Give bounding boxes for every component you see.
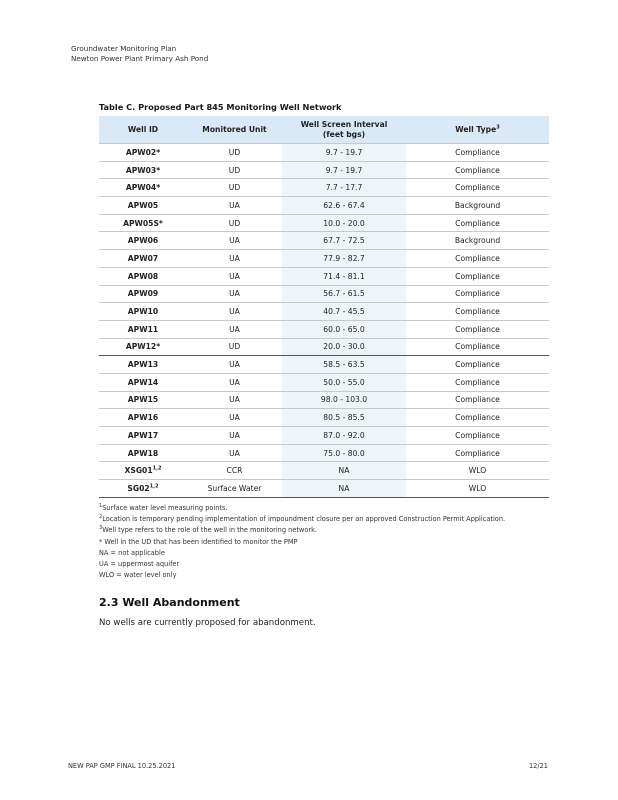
screen-interval-cell-text: 9.7 - 19.7 xyxy=(325,165,363,175)
table-note-marker: 3 xyxy=(99,525,103,532)
well-id-cell xyxy=(99,338,187,356)
screen-interval-cell xyxy=(282,338,406,356)
well-type-cell-text: Background xyxy=(454,200,501,210)
well-id-cell-text: APW03* xyxy=(125,165,161,175)
screen-interval-cell-text: 60.0 - 65.0 xyxy=(323,324,365,334)
well-type-cell xyxy=(406,214,549,232)
well-type-cell xyxy=(406,197,549,215)
table-note xyxy=(99,570,505,581)
monitored-unit-cell xyxy=(187,409,282,427)
table-note xyxy=(99,537,505,548)
table-row xyxy=(99,214,549,232)
monitored-unit-cell xyxy=(187,214,282,232)
well-type-cell xyxy=(406,232,549,250)
table-row xyxy=(99,161,549,179)
well-id-cell-text: APW12* xyxy=(125,342,161,352)
monitored-unit-cell-text: UA xyxy=(229,324,240,334)
well-type-cell xyxy=(406,356,549,374)
well-type-cell-text: Compliance xyxy=(455,395,500,405)
well-id-cell xyxy=(99,250,187,268)
well-type-cell-text: Compliance xyxy=(455,147,500,157)
table-row xyxy=(99,285,549,303)
table-row xyxy=(99,320,549,338)
well-type-cell xyxy=(406,161,549,179)
well-type-cell-text: Compliance xyxy=(455,413,500,423)
monitored-unit-cell-text: UA xyxy=(229,200,240,210)
well-id-cell-text: SG02 xyxy=(127,483,150,493)
well-type-cell xyxy=(406,427,549,445)
screen-interval-cell-text: 20.0 - 30.0 xyxy=(323,342,365,352)
well-type-cell xyxy=(406,267,549,285)
table-header-row xyxy=(99,116,549,144)
well-type-cell xyxy=(406,462,549,480)
well-id-cell-text: APW15 xyxy=(127,395,159,405)
well-id-cell xyxy=(99,285,187,303)
table-row xyxy=(99,373,549,391)
screen-interval-cell xyxy=(282,303,406,321)
table-note xyxy=(99,548,505,559)
screen-interval-cell-text: 7.7 - 17.7 xyxy=(325,183,363,193)
screen-interval-cell-text: 50.0 - 55.0 xyxy=(323,377,365,387)
well-id-cell xyxy=(99,267,187,285)
monitored-unit-cell-text: UA xyxy=(229,253,240,263)
table-note xyxy=(99,514,505,525)
well-id-cell xyxy=(99,197,187,215)
table-row xyxy=(99,250,549,268)
table-row xyxy=(99,197,549,215)
monitored-unit-cell-text: UA xyxy=(229,448,240,458)
column-header-monitored-unit: Monitored Unit xyxy=(187,116,282,144)
well-type-cell-text: Compliance xyxy=(455,360,500,370)
well-id-cell-text: APW18 xyxy=(127,448,159,458)
table-note xyxy=(99,559,505,570)
well-id-cell xyxy=(99,409,187,427)
table-note xyxy=(99,525,505,536)
well-type-cell-text: Compliance xyxy=(455,430,500,440)
well-id-cell-text: APW06 xyxy=(127,236,159,246)
well-type-cell-text: Compliance xyxy=(455,307,500,317)
monitored-unit-cell-text: UD xyxy=(228,183,241,193)
screen-interval-cell xyxy=(282,250,406,268)
screen-interval-cell xyxy=(282,285,406,303)
monitored-unit-cell xyxy=(187,391,282,409)
table-row xyxy=(99,409,549,427)
monitored-unit-cell-text: UA xyxy=(229,271,240,281)
well-id-cell xyxy=(99,144,187,162)
well-type-cell-text: Compliance xyxy=(455,253,500,263)
screen-interval-cell xyxy=(282,320,406,338)
table-row xyxy=(99,480,549,498)
screen-interval-cell xyxy=(282,197,406,215)
well-id-cell xyxy=(99,462,187,480)
well-id-cell xyxy=(99,444,187,462)
screen-interval-cell-text: 10.0 - 20.0 xyxy=(323,218,365,228)
well-id-cell xyxy=(99,320,187,338)
table-row xyxy=(99,179,549,197)
screen-interval-cell-text: 62.6 - 67.4 xyxy=(323,200,365,210)
well-id-cell-text: APW10 xyxy=(127,307,159,317)
well-id-cell-text: APW11 xyxy=(127,324,159,334)
monitored-unit-cell xyxy=(187,356,282,374)
table-note-text: * Well in the UD that has been identified to monitor the PMP xyxy=(99,537,298,546)
monitored-unit-cell xyxy=(187,232,282,250)
well-type-cell-text: WLO xyxy=(468,483,487,493)
table-row xyxy=(99,462,549,480)
well-type-cell-text: Compliance xyxy=(455,289,500,299)
well-type-cell xyxy=(406,285,549,303)
monitored-unit-cell xyxy=(187,427,282,445)
table-note-text: WLO = water level only xyxy=(99,571,177,580)
well-type-cell xyxy=(406,373,549,391)
well-id-cell-text: XSG01 xyxy=(124,466,153,476)
table-notes xyxy=(99,503,505,581)
column-header-screen-interval-line2: (feet bgs) xyxy=(322,129,366,139)
monitored-unit-cell xyxy=(187,144,282,162)
table-note-marker: 1 xyxy=(99,502,103,509)
screen-interval-cell-text: NA xyxy=(338,483,350,493)
well-type-cell-text: Compliance xyxy=(455,183,500,193)
well-id-cell-text: APW17 xyxy=(127,430,159,440)
table-note-text: NA = not applicable xyxy=(99,548,165,557)
well-type-cell-text: Compliance xyxy=(455,271,500,281)
table-row xyxy=(99,444,549,462)
well-type-cell-text: Background xyxy=(454,236,501,246)
monitored-unit-cell-text: UA xyxy=(229,236,240,246)
monitored-unit-cell-text: UA xyxy=(229,289,240,299)
header-line-2: Newton Power Plant Primary Ash Pond xyxy=(71,53,209,63)
table-row xyxy=(99,232,549,250)
well-id-cell-text: APW05 xyxy=(127,200,159,210)
table-row xyxy=(99,427,549,445)
well-type-cell xyxy=(406,444,549,462)
table-note-text: Surface water level measuring points. xyxy=(102,504,228,512)
well-type-cell xyxy=(406,320,549,338)
monitored-unit-cell xyxy=(187,462,282,480)
well-id-cell-text: APW07 xyxy=(127,253,159,263)
screen-interval-cell xyxy=(282,161,406,179)
table-row xyxy=(99,144,549,162)
monitored-unit-cell-text: Surface Water xyxy=(207,483,262,493)
screen-interval-cell xyxy=(282,444,406,462)
screen-interval-cell-text: 40.7 - 45.5 xyxy=(323,307,365,317)
monitored-unit-cell xyxy=(187,267,282,285)
monitored-unit-cell xyxy=(187,179,282,197)
well-type-cell xyxy=(406,338,549,356)
well-id-cell-text: APW04* xyxy=(125,183,161,193)
well-id-footnote: 1,2 xyxy=(149,483,159,490)
table-note-marker: 2 xyxy=(99,514,103,521)
screen-interval-cell xyxy=(282,232,406,250)
well-type-cell xyxy=(406,179,549,197)
monitored-unit-cell-text: UD xyxy=(228,165,241,175)
table-row xyxy=(99,356,549,374)
table-note-text: UA = uppermost aquifer xyxy=(99,560,180,569)
well-type-cell xyxy=(406,250,549,268)
well-id-cell xyxy=(99,427,187,445)
monitored-unit-cell xyxy=(187,303,282,321)
monitored-unit-cell-text: UD xyxy=(228,147,241,157)
table-row xyxy=(99,267,549,285)
table-row xyxy=(99,391,549,409)
column-header-screen-interval xyxy=(282,116,406,144)
column-header-screen-interval-line1: Well Screen Interval xyxy=(300,119,388,129)
table-note-text: Well type refers to the role of the well in the monitoring network. xyxy=(102,526,317,535)
document-header xyxy=(71,44,208,63)
well-type-cell xyxy=(406,144,549,162)
screen-interval-cell xyxy=(282,214,406,232)
monitored-unit-cell-text: UA xyxy=(229,413,240,423)
header-line-1: Groundwater Monitoring Plan xyxy=(71,44,177,53)
well-id-footnote: 1,2 xyxy=(152,465,162,472)
well-id-cell xyxy=(99,232,187,250)
screen-interval-cell xyxy=(282,144,406,162)
well-type-cell-text: Compliance xyxy=(455,324,500,334)
screen-interval-cell-text: 98.0 - 103.0 xyxy=(320,395,368,405)
screen-interval-cell-text: 77.9 - 82.7 xyxy=(323,253,365,263)
monitored-unit-cell xyxy=(187,320,282,338)
monitored-unit-cell-text: CCR xyxy=(226,466,243,476)
screen-interval-cell-text: 80.5 - 85.5 xyxy=(323,413,365,423)
monitored-unit-cell xyxy=(187,373,282,391)
well-id-cell xyxy=(99,161,187,179)
well-id-cell-text: APW08 xyxy=(127,271,159,281)
column-header-well-type xyxy=(406,116,549,144)
monitored-unit-cell-text: UD xyxy=(228,342,241,352)
screen-interval-cell-text: 75.0 - 80.0 xyxy=(323,448,365,458)
monitored-unit-cell xyxy=(187,161,282,179)
screen-interval-cell xyxy=(282,391,406,409)
well-type-cell-text: Compliance xyxy=(455,377,500,387)
monitored-unit-cell xyxy=(187,480,282,498)
well-type-cell-text: Compliance xyxy=(455,218,500,228)
column-header-well-type-label: Well Type xyxy=(455,124,497,134)
well-type-cell-text: WLO xyxy=(468,466,487,476)
well-id-cell xyxy=(99,179,187,197)
screen-interval-cell xyxy=(282,267,406,285)
monitored-unit-cell-text: UA xyxy=(229,430,240,440)
monitored-unit-cell-text: UA xyxy=(229,395,240,405)
monitored-unit-cell xyxy=(187,285,282,303)
screen-interval-cell-text: 67.7 - 72.5 xyxy=(323,236,365,246)
well-id-cell-text: APW09 xyxy=(127,289,159,299)
table-title: Table C. Proposed Part 845 Monitoring Well Network xyxy=(99,102,342,112)
screen-interval-cell xyxy=(282,480,406,498)
screen-interval-cell-text: 71.4 - 81.1 xyxy=(323,271,365,281)
screen-interval-cell xyxy=(282,462,406,480)
well-id-cell-text: APW16 xyxy=(127,413,159,423)
well-type-cell xyxy=(406,391,549,409)
screen-interval-cell-text: 9.7 - 19.7 xyxy=(325,147,363,157)
well-type-cell-text: Compliance xyxy=(455,165,500,175)
monitoring-well-table xyxy=(99,116,549,498)
well-type-cell xyxy=(406,480,549,498)
monitored-unit-cell-text: UA xyxy=(229,307,240,317)
well-id-cell xyxy=(99,214,187,232)
monitored-unit-cell-text: UA xyxy=(229,360,240,370)
well-id-cell xyxy=(99,391,187,409)
well-id-cell xyxy=(99,303,187,321)
screen-interval-cell xyxy=(282,427,406,445)
monitored-unit-cell-text: UA xyxy=(229,377,240,387)
well-id-cell xyxy=(99,373,187,391)
screen-interval-cell-text: 58.5 - 63.5 xyxy=(323,360,365,370)
footer-document-id: NEW PAP GMP FINAL 10.25.2021 xyxy=(68,762,176,770)
well-id-cell-text: APW13 xyxy=(127,360,159,370)
well-type-cell-text: Compliance xyxy=(455,342,500,352)
screen-interval-cell-text: NA xyxy=(338,466,350,476)
screen-interval-cell xyxy=(282,356,406,374)
column-header-well-id: Well ID xyxy=(99,116,187,144)
well-id-cell xyxy=(99,480,187,498)
table-row xyxy=(99,338,549,356)
well-type-cell-text: Compliance xyxy=(455,448,500,458)
screen-interval-cell xyxy=(282,179,406,197)
well-id-cell xyxy=(99,356,187,374)
well-type-cell xyxy=(406,303,549,321)
well-id-cell-text: APW02* xyxy=(125,147,161,157)
table-row xyxy=(99,303,549,321)
monitored-unit-cell-text: UD xyxy=(228,218,241,228)
screen-interval-cell-text: 87.0 - 92.0 xyxy=(323,430,365,440)
table-note xyxy=(99,503,505,514)
screen-interval-cell xyxy=(282,373,406,391)
section-heading: 2.3 Well Abandonment xyxy=(99,596,240,609)
well-id-cell-text: APW05S* xyxy=(123,218,163,228)
monitored-unit-cell xyxy=(187,338,282,356)
well-id-cell-text: APW14 xyxy=(127,377,159,387)
monitored-unit-cell xyxy=(187,444,282,462)
monitored-unit-cell xyxy=(187,250,282,268)
table-note-text: Location is temporary pending implementation of impoundment closure per an approved Construction Permit Application. xyxy=(102,515,506,524)
screen-interval-cell xyxy=(282,409,406,427)
column-header-well-type-note: 3 xyxy=(496,123,500,130)
footer-page-number: 12/21 xyxy=(528,762,548,770)
monitored-unit-cell xyxy=(187,197,282,215)
screen-interval-cell-text: 56.7 - 61.5 xyxy=(323,289,365,299)
section-body: No wells are currently proposed for abandonment. xyxy=(99,618,316,628)
well-type-cell xyxy=(406,409,549,427)
